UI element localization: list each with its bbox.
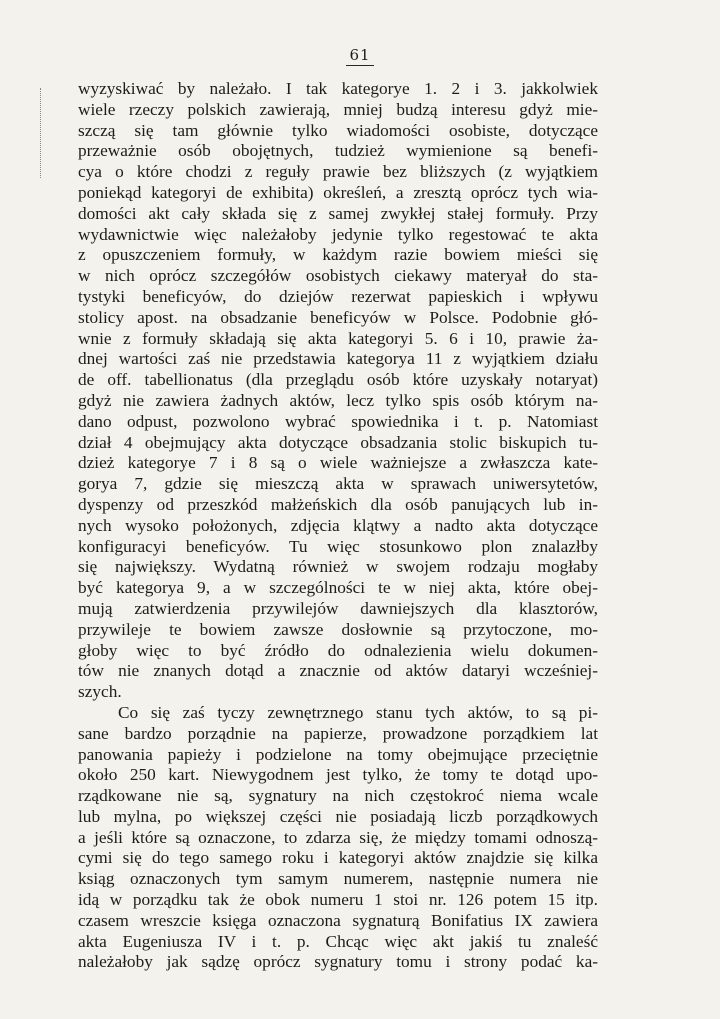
text-line: stolicy apost. na obsadzanie beneficyów w Polsce. Podobnie głó- [78, 307, 598, 327]
text-line: dzież kategorye 7 i 8 są o wiele ważniejsze a zwłaszcza kate- [78, 453, 598, 473]
text-line: sane bardzo porządnie na papierze, prowadzone porządkiem lat [78, 723, 598, 743]
margin-mark [40, 88, 47, 178]
text-line: gorya 7, gdzie się mieszczą akta w sprawach uniwersytetów, [78, 474, 598, 494]
text-line: nych wysoko położonych, zdjęcia klątwy a nadto akta dotyczące [78, 515, 598, 535]
text-line: głoby więc to być źródło do odnalezienia wielu dokumen- [78, 640, 598, 660]
text-line: a jeśli które są oznaczone, to zdarza się, że między tomami odnoszą- [78, 827, 598, 847]
text-line: domości akt cały składa się z samej zwykłej stałej formuły. Przy [78, 203, 598, 223]
text-line: tystyki beneficyów, do dziejów rezerwat papieskich i wpływu [78, 286, 598, 306]
text-line: dano odpust, pozwolono wybrać spowiednika i t. p. Natomiast [78, 411, 598, 431]
text-line: cya o które chodzi z reguły prawie bez bliższych (z wyjątkiem [78, 162, 598, 182]
text-line: de off. tabellionatus (dla przeglądu osób które uzyskały notaryat) [78, 370, 598, 390]
text-line: przeważnie osób obojętnych, tudzież wymienione są benefi- [78, 141, 598, 161]
text-line: tów nie znanych dotąd a znacznie od aktów dataryi wcześniej- [78, 661, 598, 681]
text-line: ksiąg oznaczonych tym samym numerem, następnie numera nie [78, 869, 598, 889]
body-text [78, 79, 598, 973]
text-line: się największy. Wydatną również w swojem rodzaju mogłaby [78, 557, 598, 577]
text-line: w nich oprócz szczegółów osobistych ciekawy materyał do sta- [78, 266, 598, 286]
text-line: być kategorya 9, a w szczególności te w niej akta, które obej- [78, 578, 598, 598]
text-line: dział 4 obejmujący akta dotyczące obsadzania stolic biskupich tu- [78, 432, 598, 452]
text-line: konfiguracyi beneficyów. Tu więc stosunkowo plon znalazłby [78, 536, 598, 556]
text-line: dyspenzy od przeszkód małżeńskich dla osób panujących lub in- [78, 494, 598, 514]
text-line: cymi się do tego samego roku i kategoryi aktów znajdzie się kilka [78, 848, 598, 868]
text-line: przywileje te bowiem zawsze dosłownie są przytoczone, mo- [78, 619, 598, 639]
text-line: z opuszczeniem formuły, w każdym razie bowiem mieści się [78, 245, 598, 265]
text-line: akta Eugeniusza IV i t. p. Chcąc więc akt jakiś tu znaleść [78, 931, 598, 951]
text-line: szczą się tam głównie tylko wiadomości osobiste, dotyczące [78, 120, 598, 140]
page-number [0, 46, 720, 66]
text-line: gdyż nie zawiera żadnych aktów, lecz tylko spis osób którym na- [78, 390, 598, 410]
text-line: wydawnictwie więc należałoby jedynie tylko regestować te akta [78, 224, 598, 244]
text-line: szych. [78, 682, 122, 702]
text-line: idą w porządku tak że obok numeru 1 stoi nr. 126 potem 15 itp. [78, 890, 598, 910]
text-line: panowania papieży i podzielone na tomy obejmujące przeciętnie [78, 744, 598, 764]
text-line: wnie z formuły składają się akta kategoryi 5. 6 i 10, prawie ża- [78, 328, 598, 348]
text-line: należałoby jak sądzę oprócz sygnatury tomu i strony podać ka- [78, 952, 598, 972]
text-line: dnej wartości zaś nie przedstawia kategorya 11 z wyjątkiem działu [78, 349, 598, 369]
text-line: około 250 kart. Niewygodnem jest tylko, że tomy te dotąd upo- [78, 765, 598, 785]
text-line: lub mylna, po większej części nie posiadają liczb porządkowych [78, 806, 598, 826]
text-line: rządkowane nie są, sygnatury na nich częstokroć niema wcale [78, 786, 598, 806]
page-number-text: 61 [346, 46, 373, 66]
text-line: wyzyskiwać by należało. I tak kategorye 1. 2 i 3. jakkolwiek [78, 79, 598, 98]
text-line: poniekąd kategoryi de exhibita) określeń, a zresztą oprócz tych wia- [78, 182, 598, 202]
text-line: czasem wreszcie księga oznaczona sygnaturą Bonifatius IX zawiera [78, 910, 598, 930]
text-line: mują zatwierdzenia przywilejów dawniejszych dla klasztorów, [78, 598, 598, 618]
text-line: wiele rzeczy polskich zawierają, mniej budzą interesu gdyż mie- [78, 99, 598, 119]
text-line: Co się zaś tyczy zewnętrznego stanu tych aktów, to są pi- [118, 702, 598, 722]
